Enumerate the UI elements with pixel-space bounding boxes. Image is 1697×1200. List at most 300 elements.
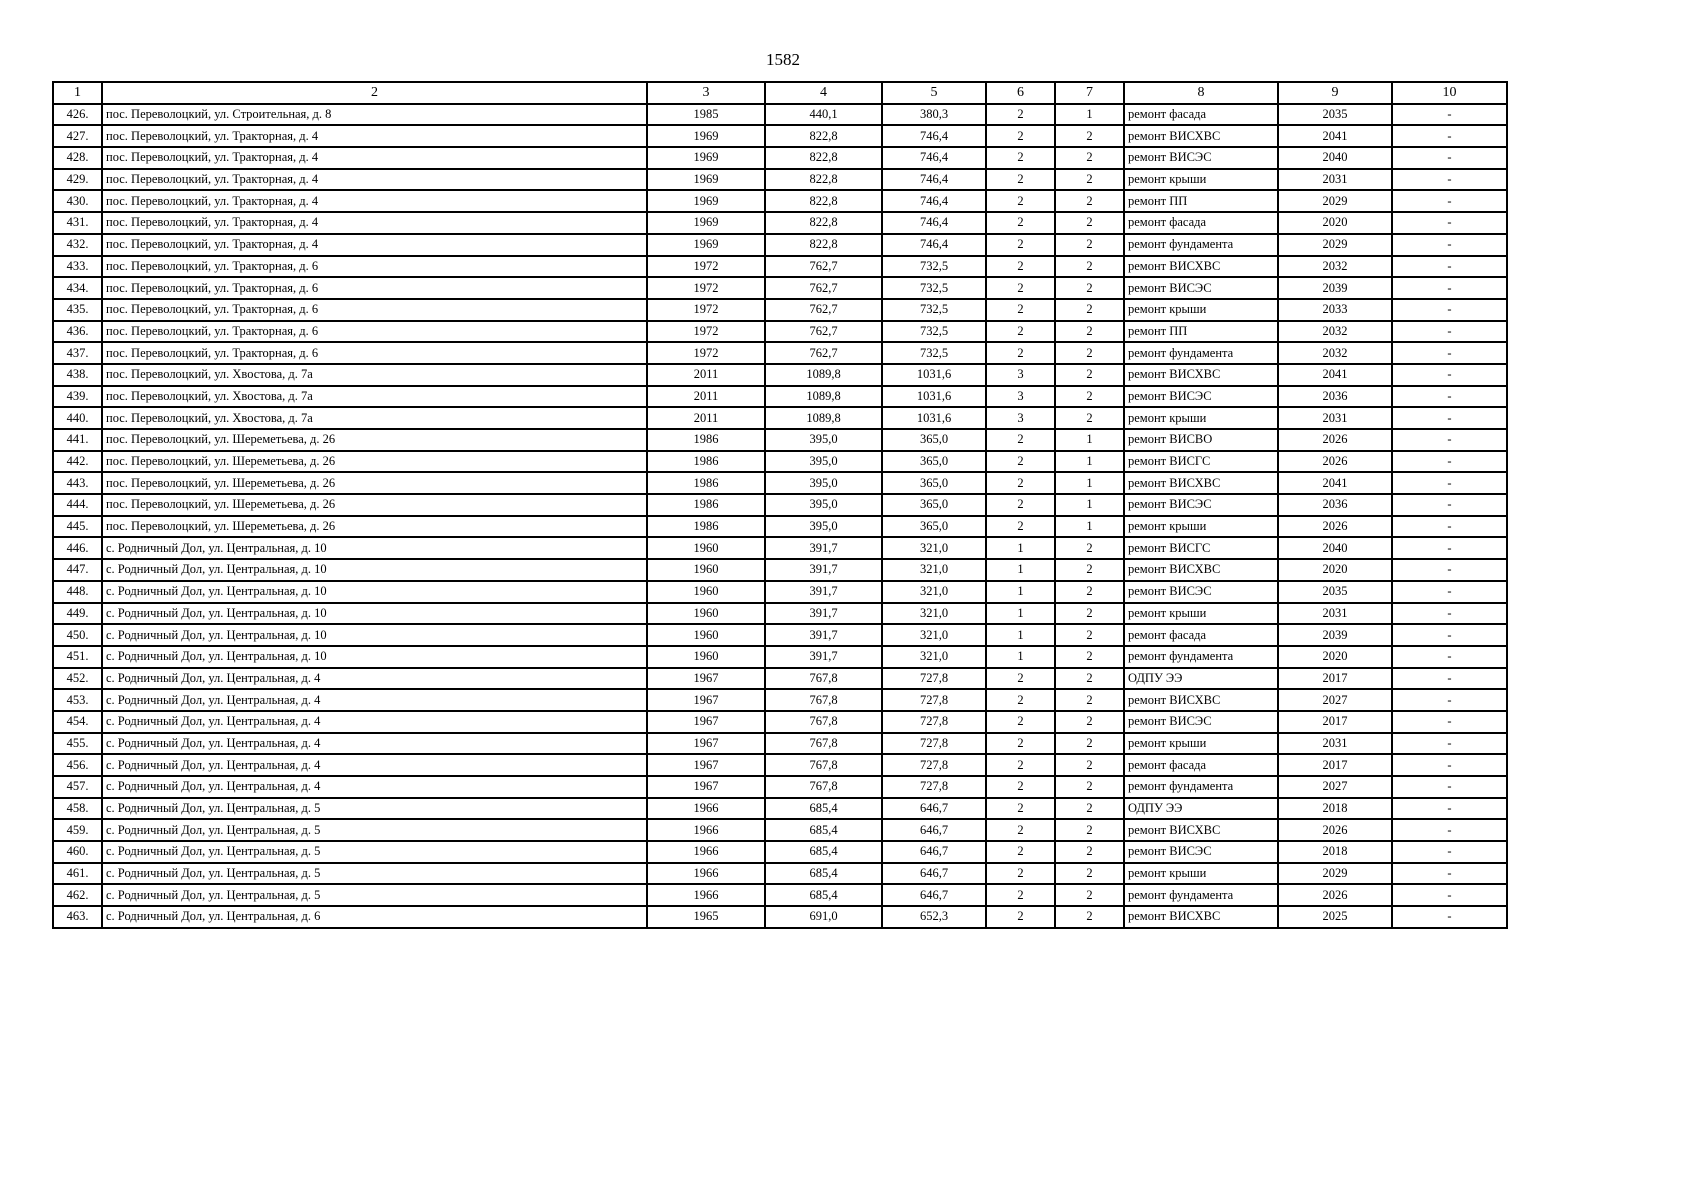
cell-note: - bbox=[1392, 841, 1507, 863]
cell-work-type: ремонт ВИСГС bbox=[1124, 537, 1278, 559]
cell-entrances: 2 bbox=[1055, 841, 1124, 863]
cell-total-area: 685,4 bbox=[765, 798, 882, 820]
table-row bbox=[53, 190, 1507, 212]
table-row bbox=[53, 884, 1507, 906]
cell-total-area: 822,8 bbox=[765, 212, 882, 234]
cell-note: - bbox=[1392, 407, 1507, 429]
cell-note: - bbox=[1392, 884, 1507, 906]
cell-work-type: ремонт ВИСХВС bbox=[1124, 364, 1278, 386]
cell-living-area: 727,8 bbox=[882, 668, 986, 690]
cell-note: - bbox=[1392, 819, 1507, 841]
cell-note: - bbox=[1392, 256, 1507, 278]
cell-floors: 2 bbox=[986, 798, 1055, 820]
cell-floors: 1 bbox=[986, 646, 1055, 668]
cell-floors: 1 bbox=[986, 624, 1055, 646]
cell-total-area: 767,8 bbox=[765, 754, 882, 776]
cell-total-area: 685,4 bbox=[765, 841, 882, 863]
cell-year: 1960 bbox=[647, 537, 765, 559]
cell-planned-year: 2041 bbox=[1278, 364, 1392, 386]
cell-address: пос. Переволоцкий, ул. Тракторная, д. 6 bbox=[102, 277, 647, 299]
table-row bbox=[53, 841, 1507, 863]
cell-note: - bbox=[1392, 429, 1507, 451]
cell-note: - bbox=[1392, 169, 1507, 191]
cell-year: 1966 bbox=[647, 884, 765, 906]
cell-work-type: ремонт ВИСХВС bbox=[1124, 559, 1278, 581]
cell-note: - bbox=[1392, 798, 1507, 820]
cell-planned-year: 2036 bbox=[1278, 386, 1392, 408]
cell-planned-year: 2041 bbox=[1278, 125, 1392, 147]
cell-living-area: 732,5 bbox=[882, 277, 986, 299]
cell-address: с. Родничный Дол, ул. Центральная, д. 10 bbox=[102, 603, 647, 625]
cell-floors: 2 bbox=[986, 841, 1055, 863]
cell-year: 1969 bbox=[647, 169, 765, 191]
cell-address: пос. Переволоцкий, ул. Тракторная, д. 4 bbox=[102, 147, 647, 169]
table-row bbox=[53, 668, 1507, 690]
cell-living-area: 732,5 bbox=[882, 299, 986, 321]
column-header-2: 2 bbox=[102, 82, 647, 104]
cell-address: с. Родничный Дол, ул. Центральная, д. 5 bbox=[102, 819, 647, 841]
cell-work-type: ремонт ВИСХВС bbox=[1124, 256, 1278, 278]
cell-note: - bbox=[1392, 342, 1507, 364]
cell-address: с. Родничный Дол, ул. Центральная, д. 5 bbox=[102, 863, 647, 885]
cell-year: 1960 bbox=[647, 646, 765, 668]
cell-note: - bbox=[1392, 559, 1507, 581]
table-row bbox=[53, 733, 1507, 755]
cell-entrances: 2 bbox=[1055, 624, 1124, 646]
cell-entrances: 2 bbox=[1055, 754, 1124, 776]
cell-entrances: 2 bbox=[1055, 863, 1124, 885]
cell-year: 1972 bbox=[647, 321, 765, 343]
cell-work-type: ремонт ВИСЭС bbox=[1124, 277, 1278, 299]
cell-address: с. Родничный Дол, ул. Центральная, д. 4 bbox=[102, 776, 647, 798]
cell-work-type: ремонт фундамента bbox=[1124, 342, 1278, 364]
cell-note: - bbox=[1392, 689, 1507, 711]
cell-living-area: 646,7 bbox=[882, 863, 986, 885]
table-row bbox=[53, 256, 1507, 278]
cell-floors: 2 bbox=[986, 125, 1055, 147]
cell-floors: 2 bbox=[986, 169, 1055, 191]
cell-living-area: 365,0 bbox=[882, 494, 986, 516]
cell-work-type: ремонт крыши bbox=[1124, 299, 1278, 321]
cell-address: с. Родничный Дол, ул. Центральная, д. 5 bbox=[102, 841, 647, 863]
cell-floors: 1 bbox=[986, 537, 1055, 559]
cell-entrances: 1 bbox=[1055, 472, 1124, 494]
cell-planned-year: 2031 bbox=[1278, 407, 1392, 429]
cell-year: 2011 bbox=[647, 407, 765, 429]
cell-work-type: ремонт ПП bbox=[1124, 321, 1278, 343]
cell-planned-year: 2041 bbox=[1278, 472, 1392, 494]
cell-living-area: 646,7 bbox=[882, 798, 986, 820]
cell-work-type: ремонт фасада bbox=[1124, 624, 1278, 646]
cell-living-area: 321,0 bbox=[882, 646, 986, 668]
cell-year: 1969 bbox=[647, 212, 765, 234]
cell-floors: 2 bbox=[986, 906, 1055, 928]
cell-planned-year: 2025 bbox=[1278, 906, 1392, 928]
cell-entrances: 2 bbox=[1055, 559, 1124, 581]
cell-year: 1965 bbox=[647, 906, 765, 928]
cell-living-area: 727,8 bbox=[882, 733, 986, 755]
table-row bbox=[53, 169, 1507, 191]
cell-row-number: 429. bbox=[53, 169, 102, 191]
cell-work-type: ремонт ВИСХВС bbox=[1124, 472, 1278, 494]
cell-total-area: 391,7 bbox=[765, 603, 882, 625]
cell-entrances: 2 bbox=[1055, 386, 1124, 408]
cell-row-number: 444. bbox=[53, 494, 102, 516]
cell-row-number: 435. bbox=[53, 299, 102, 321]
cell-row-number: 452. bbox=[53, 668, 102, 690]
cell-row-number: 448. bbox=[53, 581, 102, 603]
cell-address: с. Родничный Дол, ул. Центральная, д. 10 bbox=[102, 646, 647, 668]
table-row bbox=[53, 559, 1507, 581]
cell-work-type: ОДПУ ЭЭ bbox=[1124, 798, 1278, 820]
cell-note: - bbox=[1392, 104, 1507, 126]
cell-floors: 2 bbox=[986, 733, 1055, 755]
cell-row-number: 458. bbox=[53, 798, 102, 820]
cell-living-area: 365,0 bbox=[882, 516, 986, 538]
cell-row-number: 427. bbox=[53, 125, 102, 147]
cell-address: пос. Переволоцкий, ул. Шереметьева, д. 26 bbox=[102, 451, 647, 473]
cell-row-number: 430. bbox=[53, 190, 102, 212]
table-row bbox=[53, 711, 1507, 733]
cell-total-area: 767,8 bbox=[765, 711, 882, 733]
cell-entrances: 2 bbox=[1055, 668, 1124, 690]
cell-address: пос. Переволоцкий, ул. Шереметьева, д. 26 bbox=[102, 429, 647, 451]
cell-year: 1969 bbox=[647, 147, 765, 169]
cell-year: 1986 bbox=[647, 451, 765, 473]
cell-address: с. Родничный Дол, ул. Центральная, д. 4 bbox=[102, 733, 647, 755]
cell-living-area: 321,0 bbox=[882, 559, 986, 581]
cell-planned-year: 2026 bbox=[1278, 451, 1392, 473]
cell-entrances: 2 bbox=[1055, 646, 1124, 668]
cell-entrances: 2 bbox=[1055, 776, 1124, 798]
cell-living-area: 652,3 bbox=[882, 906, 986, 928]
cell-planned-year: 2027 bbox=[1278, 689, 1392, 711]
cell-total-area: 822,8 bbox=[765, 234, 882, 256]
cell-living-area: 365,0 bbox=[882, 451, 986, 473]
cell-total-area: 391,7 bbox=[765, 624, 882, 646]
cell-work-type: ремонт ВИСХВС bbox=[1124, 906, 1278, 928]
cell-work-type: ремонт крыши bbox=[1124, 407, 1278, 429]
cell-total-area: 767,8 bbox=[765, 776, 882, 798]
cell-total-area: 1089,8 bbox=[765, 364, 882, 386]
cell-row-number: 463. bbox=[53, 906, 102, 928]
cell-work-type: ремонт ВИСХВС bbox=[1124, 819, 1278, 841]
cell-work-type: ремонт ВИСЭС bbox=[1124, 494, 1278, 516]
cell-note: - bbox=[1392, 190, 1507, 212]
cell-note: - bbox=[1392, 212, 1507, 234]
cell-year: 1969 bbox=[647, 125, 765, 147]
cell-entrances: 1 bbox=[1055, 104, 1124, 126]
cell-year: 1969 bbox=[647, 190, 765, 212]
cell-note: - bbox=[1392, 906, 1507, 928]
cell-row-number: 456. bbox=[53, 754, 102, 776]
column-header-7: 7 bbox=[1055, 82, 1124, 104]
cell-row-number: 434. bbox=[53, 277, 102, 299]
cell-planned-year: 2027 bbox=[1278, 776, 1392, 798]
cell-note: - bbox=[1392, 516, 1507, 538]
cell-row-number: 443. bbox=[53, 472, 102, 494]
cell-address: пос. Переволоцкий, ул. Шереметьева, д. 26 bbox=[102, 472, 647, 494]
cell-note: - bbox=[1392, 321, 1507, 343]
table-row bbox=[53, 277, 1507, 299]
cell-entrances: 2 bbox=[1055, 581, 1124, 603]
cell-living-area: 646,7 bbox=[882, 819, 986, 841]
cell-address: пос. Переволоцкий, ул. Тракторная, д. 4 bbox=[102, 212, 647, 234]
cell-entrances: 2 bbox=[1055, 169, 1124, 191]
cell-note: - bbox=[1392, 603, 1507, 625]
cell-planned-year: 2029 bbox=[1278, 234, 1392, 256]
table-row bbox=[53, 581, 1507, 603]
cell-row-number: 442. bbox=[53, 451, 102, 473]
cell-year: 1986 bbox=[647, 516, 765, 538]
table-row bbox=[53, 472, 1507, 494]
cell-floors: 3 bbox=[986, 407, 1055, 429]
table-row bbox=[53, 386, 1507, 408]
cell-entrances: 2 bbox=[1055, 147, 1124, 169]
cell-floors: 1 bbox=[986, 581, 1055, 603]
table-row bbox=[53, 819, 1507, 841]
cell-year: 1966 bbox=[647, 841, 765, 863]
cell-address: пос. Переволоцкий, ул. Шереметьева, д. 26 bbox=[102, 494, 647, 516]
cell-living-area: 746,4 bbox=[882, 234, 986, 256]
cell-planned-year: 2039 bbox=[1278, 277, 1392, 299]
cell-floors: 1 bbox=[986, 559, 1055, 581]
cell-entrances: 1 bbox=[1055, 516, 1124, 538]
cell-floors: 2 bbox=[986, 299, 1055, 321]
cell-total-area: 767,8 bbox=[765, 668, 882, 690]
cell-planned-year: 2040 bbox=[1278, 537, 1392, 559]
cell-work-type: ремонт крыши bbox=[1124, 516, 1278, 538]
page-number: 1582 bbox=[766, 50, 800, 69]
cell-total-area: 395,0 bbox=[765, 494, 882, 516]
cell-planned-year: 2026 bbox=[1278, 516, 1392, 538]
table-row bbox=[53, 776, 1507, 798]
cell-year: 1972 bbox=[647, 256, 765, 278]
cell-planned-year: 2017 bbox=[1278, 711, 1392, 733]
cell-living-area: 746,4 bbox=[882, 190, 986, 212]
column-header-10: 10 bbox=[1392, 82, 1507, 104]
cell-living-area: 321,0 bbox=[882, 624, 986, 646]
column-header-4: 4 bbox=[765, 82, 882, 104]
cell-address: с. Родничный Дол, ул. Центральная, д. 10 bbox=[102, 624, 647, 646]
cell-floors: 2 bbox=[986, 277, 1055, 299]
table-row bbox=[53, 147, 1507, 169]
cell-planned-year: 2017 bbox=[1278, 668, 1392, 690]
cell-living-area: 321,0 bbox=[882, 537, 986, 559]
cell-work-type: ремонт ВИСЭС bbox=[1124, 711, 1278, 733]
cell-note: - bbox=[1392, 472, 1507, 494]
cell-row-number: 426. bbox=[53, 104, 102, 126]
cell-year: 1960 bbox=[647, 559, 765, 581]
cell-entrances: 2 bbox=[1055, 906, 1124, 928]
cell-total-area: 691,0 bbox=[765, 906, 882, 928]
table-row bbox=[53, 451, 1507, 473]
table-row bbox=[53, 798, 1507, 820]
cell-note: - bbox=[1392, 711, 1507, 733]
cell-living-area: 732,5 bbox=[882, 321, 986, 343]
cell-floors: 2 bbox=[986, 256, 1055, 278]
cell-living-area: 732,5 bbox=[882, 256, 986, 278]
table-row bbox=[53, 537, 1507, 559]
cell-planned-year: 2029 bbox=[1278, 190, 1392, 212]
cell-living-area: 321,0 bbox=[882, 581, 986, 603]
cell-floors: 2 bbox=[986, 494, 1055, 516]
cell-entrances: 2 bbox=[1055, 321, 1124, 343]
cell-total-area: 762,7 bbox=[765, 299, 882, 321]
cell-row-number: 457. bbox=[53, 776, 102, 798]
cell-row-number: 441. bbox=[53, 429, 102, 451]
cell-note: - bbox=[1392, 234, 1507, 256]
cell-address: с. Родничный Дол, ул. Центральная, д. 4 bbox=[102, 668, 647, 690]
cell-floors: 3 bbox=[986, 364, 1055, 386]
cell-planned-year: 2032 bbox=[1278, 342, 1392, 364]
cell-total-area: 762,7 bbox=[765, 321, 882, 343]
table-row bbox=[53, 646, 1507, 668]
cell-total-area: 1089,8 bbox=[765, 407, 882, 429]
cell-entrances: 2 bbox=[1055, 407, 1124, 429]
cell-address: с. Родничный Дол, ул. Центральная, д. 10 bbox=[102, 537, 647, 559]
table-row bbox=[53, 364, 1507, 386]
cell-total-area: 822,8 bbox=[765, 169, 882, 191]
table-row bbox=[53, 603, 1507, 625]
cell-address: пос. Переволоцкий, ул. Строительная, д. 8 bbox=[102, 104, 647, 126]
cell-year: 1986 bbox=[647, 472, 765, 494]
column-header-5: 5 bbox=[882, 82, 986, 104]
cell-address: пос. Переволоцкий, ул. Тракторная, д. 4 bbox=[102, 234, 647, 256]
column-header-1: 1 bbox=[53, 82, 102, 104]
cell-note: - bbox=[1392, 494, 1507, 516]
data-table bbox=[52, 81, 1508, 929]
cell-entrances: 2 bbox=[1055, 798, 1124, 820]
cell-work-type: ремонт ВИСЭС bbox=[1124, 386, 1278, 408]
cell-year: 1972 bbox=[647, 277, 765, 299]
cell-work-type: ремонт фундамента bbox=[1124, 234, 1278, 256]
table-row bbox=[53, 689, 1507, 711]
cell-row-number: 436. bbox=[53, 321, 102, 343]
cell-year: 1967 bbox=[647, 754, 765, 776]
cell-planned-year: 2032 bbox=[1278, 256, 1392, 278]
cell-work-type: ремонт крыши bbox=[1124, 603, 1278, 625]
cell-entrances: 2 bbox=[1055, 711, 1124, 733]
cell-floors: 2 bbox=[986, 234, 1055, 256]
cell-planned-year: 2020 bbox=[1278, 212, 1392, 234]
cell-floors: 3 bbox=[986, 386, 1055, 408]
cell-year: 1960 bbox=[647, 581, 765, 603]
cell-floors: 2 bbox=[986, 776, 1055, 798]
cell-planned-year: 2031 bbox=[1278, 603, 1392, 625]
cell-work-type: ремонт фасада bbox=[1124, 754, 1278, 776]
cell-note: - bbox=[1392, 277, 1507, 299]
cell-total-area: 1089,8 bbox=[765, 386, 882, 408]
cell-row-number: 445. bbox=[53, 516, 102, 538]
cell-planned-year: 2026 bbox=[1278, 884, 1392, 906]
cell-living-area: 746,4 bbox=[882, 169, 986, 191]
cell-row-number: 454. bbox=[53, 711, 102, 733]
cell-entrances: 2 bbox=[1055, 125, 1124, 147]
cell-living-area: 727,8 bbox=[882, 776, 986, 798]
column-header-9: 9 bbox=[1278, 82, 1392, 104]
cell-note: - bbox=[1392, 147, 1507, 169]
cell-entrances: 2 bbox=[1055, 234, 1124, 256]
cell-planned-year: 2017 bbox=[1278, 754, 1392, 776]
cell-planned-year: 2026 bbox=[1278, 429, 1392, 451]
cell-work-type: ремонт ВИСЭС bbox=[1124, 147, 1278, 169]
cell-living-area: 746,4 bbox=[882, 212, 986, 234]
cell-planned-year: 2018 bbox=[1278, 841, 1392, 863]
cell-total-area: 395,0 bbox=[765, 516, 882, 538]
cell-row-number: 439. bbox=[53, 386, 102, 408]
cell-row-number: 453. bbox=[53, 689, 102, 711]
cell-total-area: 822,8 bbox=[765, 147, 882, 169]
cell-planned-year: 2035 bbox=[1278, 104, 1392, 126]
cell-total-area: 685,4 bbox=[765, 819, 882, 841]
cell-entrances: 2 bbox=[1055, 364, 1124, 386]
cell-year: 1966 bbox=[647, 819, 765, 841]
cell-total-area: 767,8 bbox=[765, 733, 882, 755]
cell-year: 1967 bbox=[647, 733, 765, 755]
cell-address: с. Родничный Дол, ул. Центральная, д. 5 bbox=[102, 884, 647, 906]
table-row bbox=[53, 234, 1507, 256]
cell-entrances: 2 bbox=[1055, 342, 1124, 364]
cell-year: 1969 bbox=[647, 234, 765, 256]
cell-year: 1972 bbox=[647, 299, 765, 321]
cell-entrances: 2 bbox=[1055, 256, 1124, 278]
table-row bbox=[53, 429, 1507, 451]
cell-year: 2011 bbox=[647, 386, 765, 408]
cell-living-area: 727,8 bbox=[882, 754, 986, 776]
cell-floors: 2 bbox=[986, 429, 1055, 451]
cell-year: 1967 bbox=[647, 711, 765, 733]
cell-total-area: 767,8 bbox=[765, 689, 882, 711]
cell-row-number: 446. bbox=[53, 537, 102, 559]
cell-row-number: 462. bbox=[53, 884, 102, 906]
cell-total-area: 762,7 bbox=[765, 256, 882, 278]
cell-entrances: 2 bbox=[1055, 603, 1124, 625]
cell-work-type: ремонт фасада bbox=[1124, 104, 1278, 126]
cell-address: пос. Переволоцкий, ул. Тракторная, д. 6 bbox=[102, 256, 647, 278]
cell-row-number: 447. bbox=[53, 559, 102, 581]
cell-living-area: 1031,6 bbox=[882, 386, 986, 408]
column-header-3: 3 bbox=[647, 82, 765, 104]
cell-total-area: 440,1 bbox=[765, 104, 882, 126]
cell-address: пос. Переволоцкий, ул. Тракторная, д. 4 bbox=[102, 169, 647, 191]
cell-work-type: ремонт крыши bbox=[1124, 733, 1278, 755]
cell-planned-year: 2031 bbox=[1278, 733, 1392, 755]
cell-address: пос. Переволоцкий, ул. Тракторная, д. 4 bbox=[102, 125, 647, 147]
cell-note: - bbox=[1392, 624, 1507, 646]
cell-total-area: 762,7 bbox=[765, 342, 882, 364]
cell-floors: 2 bbox=[986, 516, 1055, 538]
table-body bbox=[53, 104, 1507, 928]
cell-note: - bbox=[1392, 646, 1507, 668]
cell-work-type: ОДПУ ЭЭ bbox=[1124, 668, 1278, 690]
cell-living-area: 321,0 bbox=[882, 603, 986, 625]
cell-living-area: 365,0 bbox=[882, 472, 986, 494]
cell-row-number: 428. bbox=[53, 147, 102, 169]
cell-address: пос. Переволоцкий, ул. Тракторная, д. 4 bbox=[102, 190, 647, 212]
cell-floors: 2 bbox=[986, 689, 1055, 711]
cell-address: с. Родничный Дол, ул. Центральная, д. 10 bbox=[102, 559, 647, 581]
cell-floors: 2 bbox=[986, 190, 1055, 212]
cell-row-number: 451. bbox=[53, 646, 102, 668]
cell-planned-year: 2039 bbox=[1278, 624, 1392, 646]
cell-work-type: ремонт ВИСХВС bbox=[1124, 689, 1278, 711]
cell-floors: 2 bbox=[986, 884, 1055, 906]
cell-living-area: 1031,6 bbox=[882, 364, 986, 386]
cell-row-number: 431. bbox=[53, 212, 102, 234]
cell-year: 1986 bbox=[647, 494, 765, 516]
column-header-8: 8 bbox=[1124, 82, 1278, 104]
